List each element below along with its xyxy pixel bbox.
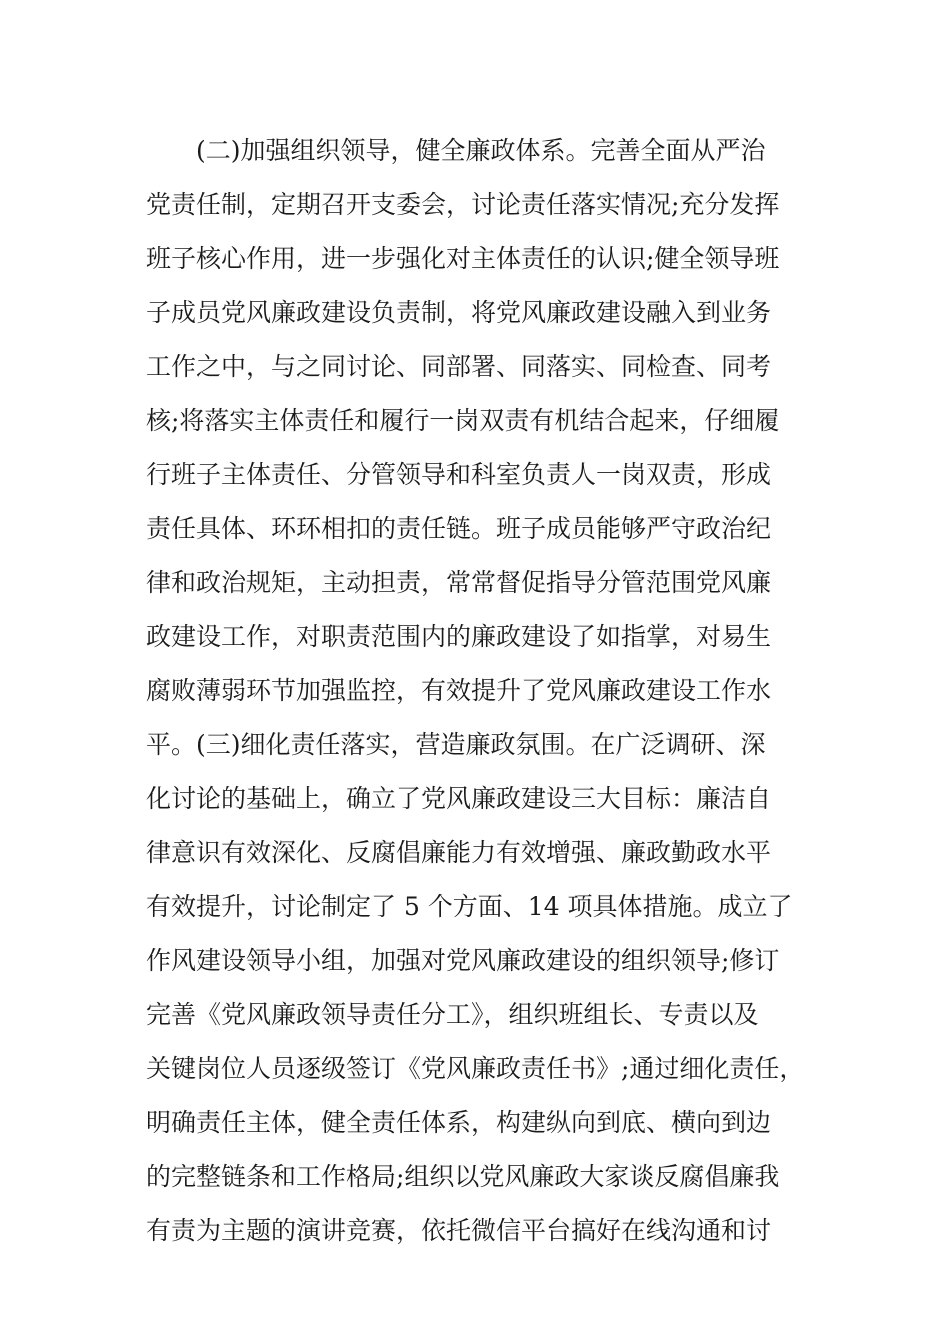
- paragraph-line: 关键岗位人员逐级签订《党风廉政责任书》;通过细化责任，: [146, 1054, 805, 1083]
- paragraph-line: 的完整链条和工作格局;组织以党风廉政大家谈反腐倡廉我: [146, 1162, 780, 1191]
- paragraph-line: 班子核心作用，进一步强化对主体责任的认识;健全领导班: [146, 244, 780, 273]
- paragraph-line: 党责任制，定期召开支委会，讨论责任落实情况;充分发挥: [146, 190, 780, 219]
- paragraph-line: (三)细化责任落实，营造廉政氛围。在广泛调研、深: [196, 730, 766, 759]
- paragraph-line: (二)加强组织领导，健全廉政体系。完善全面从严治: [196, 136, 766, 165]
- paragraph-line: 腐败薄弱环节加强监控，有效提升了党风廉政建设工作水: [146, 676, 772, 705]
- paragraph-line: 有效提升，讨论制定了 5 个方面、14 项具体措施。成立了: [146, 892, 793, 921]
- paragraph-line: 子成员党风廉政建设负责制，将党风廉政建设融入到业务: [146, 298, 772, 327]
- paragraph-line: 明确责任主体，健全责任体系，构建纵向到底、横向到边: [146, 1108, 772, 1137]
- paragraph-line: 律意识有效深化、反腐倡廉能力有效增强、廉政勤政水平: [146, 838, 772, 867]
- paragraph-line: 平。: [146, 730, 197, 759]
- paragraph-line: 责任具体、环环相扣的责任链。班子成员能够严守政治纪: [146, 514, 772, 543]
- paragraph-line: 律和政治规矩，主动担责，常常督促指导分管范围党风廉: [146, 568, 772, 597]
- paragraph-line: 工作之中，与之同讨论、同部署、同落实、同检查、同考: [146, 352, 772, 381]
- paragraph-line: 核;将落实主体责任和履行一岗双责有机结合起来，仔细履: [146, 406, 780, 435]
- paragraph-line: 行班子主体责任、分管领导和科室负责人一岗双责，形成: [146, 460, 772, 489]
- paragraph-line: 化讨论的基础上，确立了党风廉政建设三大目标：廉洁自: [146, 784, 772, 813]
- paragraph-line: 作风建设领导小组，加强对党风廉政建设的组织领导;修订: [146, 946, 780, 975]
- paragraph-organization-leadership: [146, 124, 816, 772]
- paragraph-line: 完善《党风廉政领导责任分工》，组织班组长、专责以及: [146, 1000, 759, 1029]
- paragraph-line: 政建设工作，对职责范围内的廉政建设了如指掌，对易生: [146, 622, 772, 651]
- paragraph-responsibility-implementation: [146, 718, 816, 1258]
- paragraph-line: 有责为主题的演讲竞赛，依托微信平台搞好在线沟通和讨: [146, 1216, 772, 1245]
